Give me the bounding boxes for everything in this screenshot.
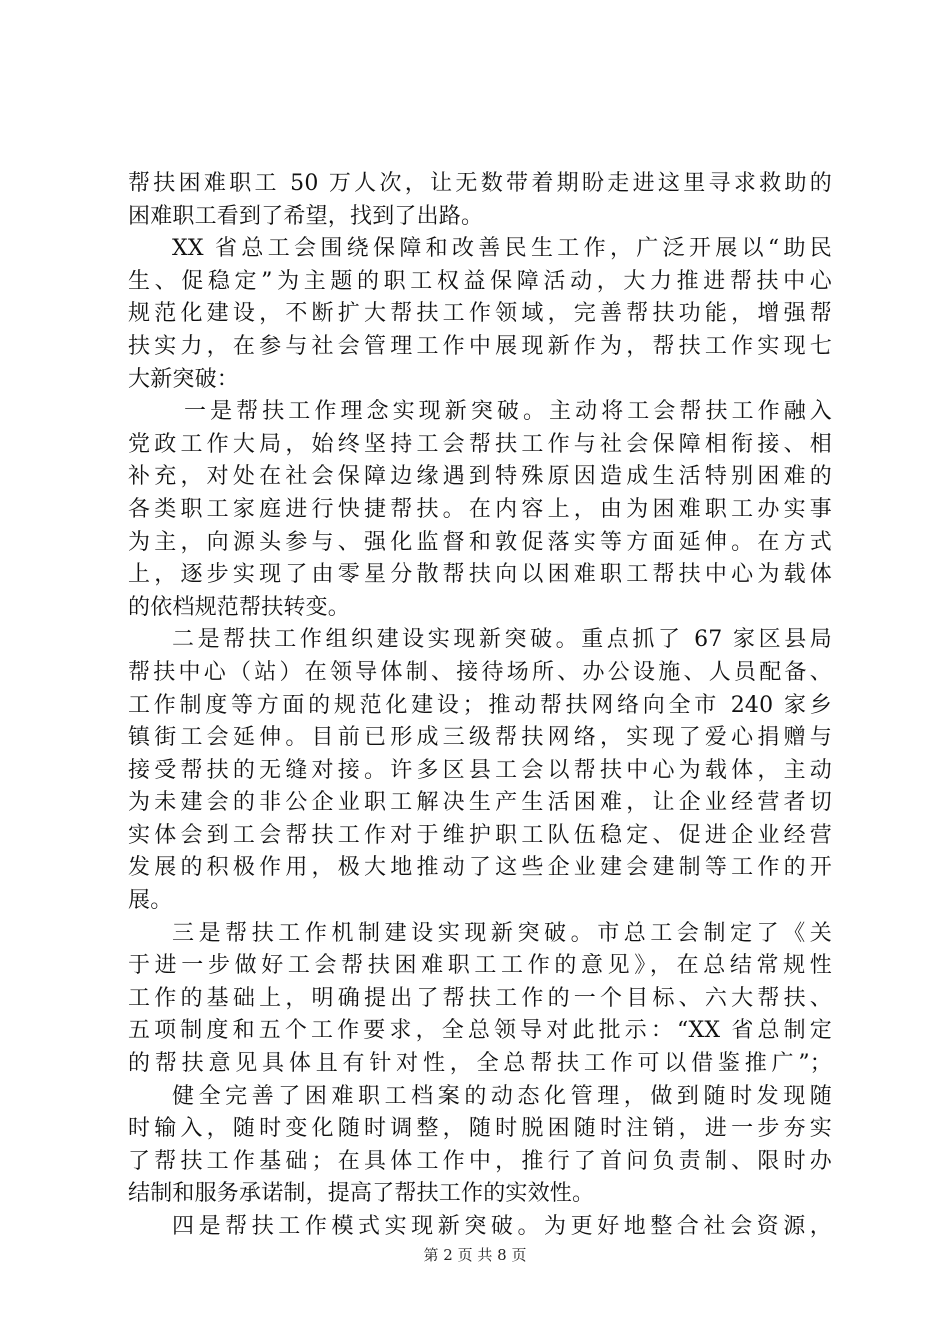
text-line: 为主，向源头参与、强化监督和敦促落实等方面延伸。在方式 <box>128 529 832 555</box>
text-line: 实体会到工会帮扶工作对于维护职工队伍稳定、促进企业经营 <box>128 822 832 848</box>
text-line: 三是帮扶工作机制建设实现新突破。市总工会制定了《关 <box>172 920 832 946</box>
text-line: 帮扶中心（站）在领导体制、接待场所、办公设施、人员配备、 <box>128 659 832 685</box>
text-line: 工作制度等方面的规范化建设；推动帮扶网络向全市 240 家乡 <box>128 692 832 718</box>
text-line: 工作的基础上，明确提出了帮扶工作的一个目标、六大帮扶、 <box>128 985 832 1011</box>
text-line: 结制和服务承诺制，提高了帮扶工作的实效性。 <box>128 1181 595 1207</box>
text-line: 党政工作大局，始终坚持工会帮扶工作与社会保障相衔接、相 <box>128 431 832 457</box>
text-line: 上，逐步实现了由零星分散帮扶向以困难职工帮扶中心为载体 <box>128 562 832 588</box>
text-line: 健全完善了困难职工档案的动态化管理，做到随时发现随 <box>172 1083 832 1109</box>
text-line: 扶实力，在参与社会管理工作中展现新作为，帮扶工作实现七 <box>128 333 832 359</box>
text-line: 镇街工会延伸。目前已形成三级帮扶网络，实现了爱心捐赠与 <box>128 725 832 751</box>
text-line: 大新突破： <box>128 366 240 392</box>
text-line: 困难职工看到了希望，找到了出路。 <box>128 203 484 229</box>
text-line: XX 省总工会围绕保障和改善民生工作，广泛开展以“助民 <box>172 236 832 262</box>
text-line: 展。 <box>128 888 173 914</box>
body-text <box>128 168 832 1244</box>
text-line: 的依档规范帮扶转变。 <box>128 594 351 620</box>
text-line: 四是帮扶工作模式实现新突破。为更好地整合社会资源， <box>172 1214 832 1239</box>
text-line: 各类职工家庭进行快捷帮扶。在内容上，由为困难职工办实事 <box>128 496 832 522</box>
text-line: 为未建会的非公企业职工解决生产生活困难，让企业经营者切 <box>128 790 832 816</box>
text-line: 接受帮扶的无缝对接。许多区县工会以帮扶中心为载体，主动 <box>128 757 832 783</box>
text-line: 帮扶困难职工 50 万人次，让无数带着期盼走进这里寻求救助的 <box>128 171 832 196</box>
text-line: 时输入，随时变化随时调整，随时脱困随时注销，进一步夯实 <box>128 1116 832 1142</box>
text-line: 规范化建设，不断扩大帮扶工作领域，完善帮扶功能，增强帮 <box>128 301 832 327</box>
text-line: 五项制度和五个工作要求，全总领导对此批示：“XX 省总制定 <box>128 1018 832 1044</box>
text-line: 补充，对处在社会保障边缘遇到特殊原因造成生活特别困难的 <box>128 464 832 490</box>
text-line: 一是帮扶工作理念实现新突破。主动将工会帮扶工作融入 <box>184 399 832 425</box>
page-footer: 第 2 页 共 8 页 <box>423 1246 527 1264</box>
text-line: 了帮扶工作基础；在具体工作中，推行了首问负责制、限时办 <box>128 1148 832 1174</box>
text-line: 的帮扶意见具体且有针对性，全总帮扶工作可以借鉴推广”； <box>128 1051 832 1077</box>
text-line: 二是帮扶工作组织建设实现新突破。重点抓了 67 家区县局 <box>172 627 832 653</box>
text-line: 生、促稳定”为主题的职工权益保障活动，大力推进帮扶中心 <box>128 268 832 294</box>
text-line: 于进一步做好工会帮扶困难职工工作的意见》，在总结常规性 <box>128 953 832 979</box>
text-line: 发展的积极作用，极大地推动了这些企业建会建制等工作的开 <box>128 855 832 881</box>
